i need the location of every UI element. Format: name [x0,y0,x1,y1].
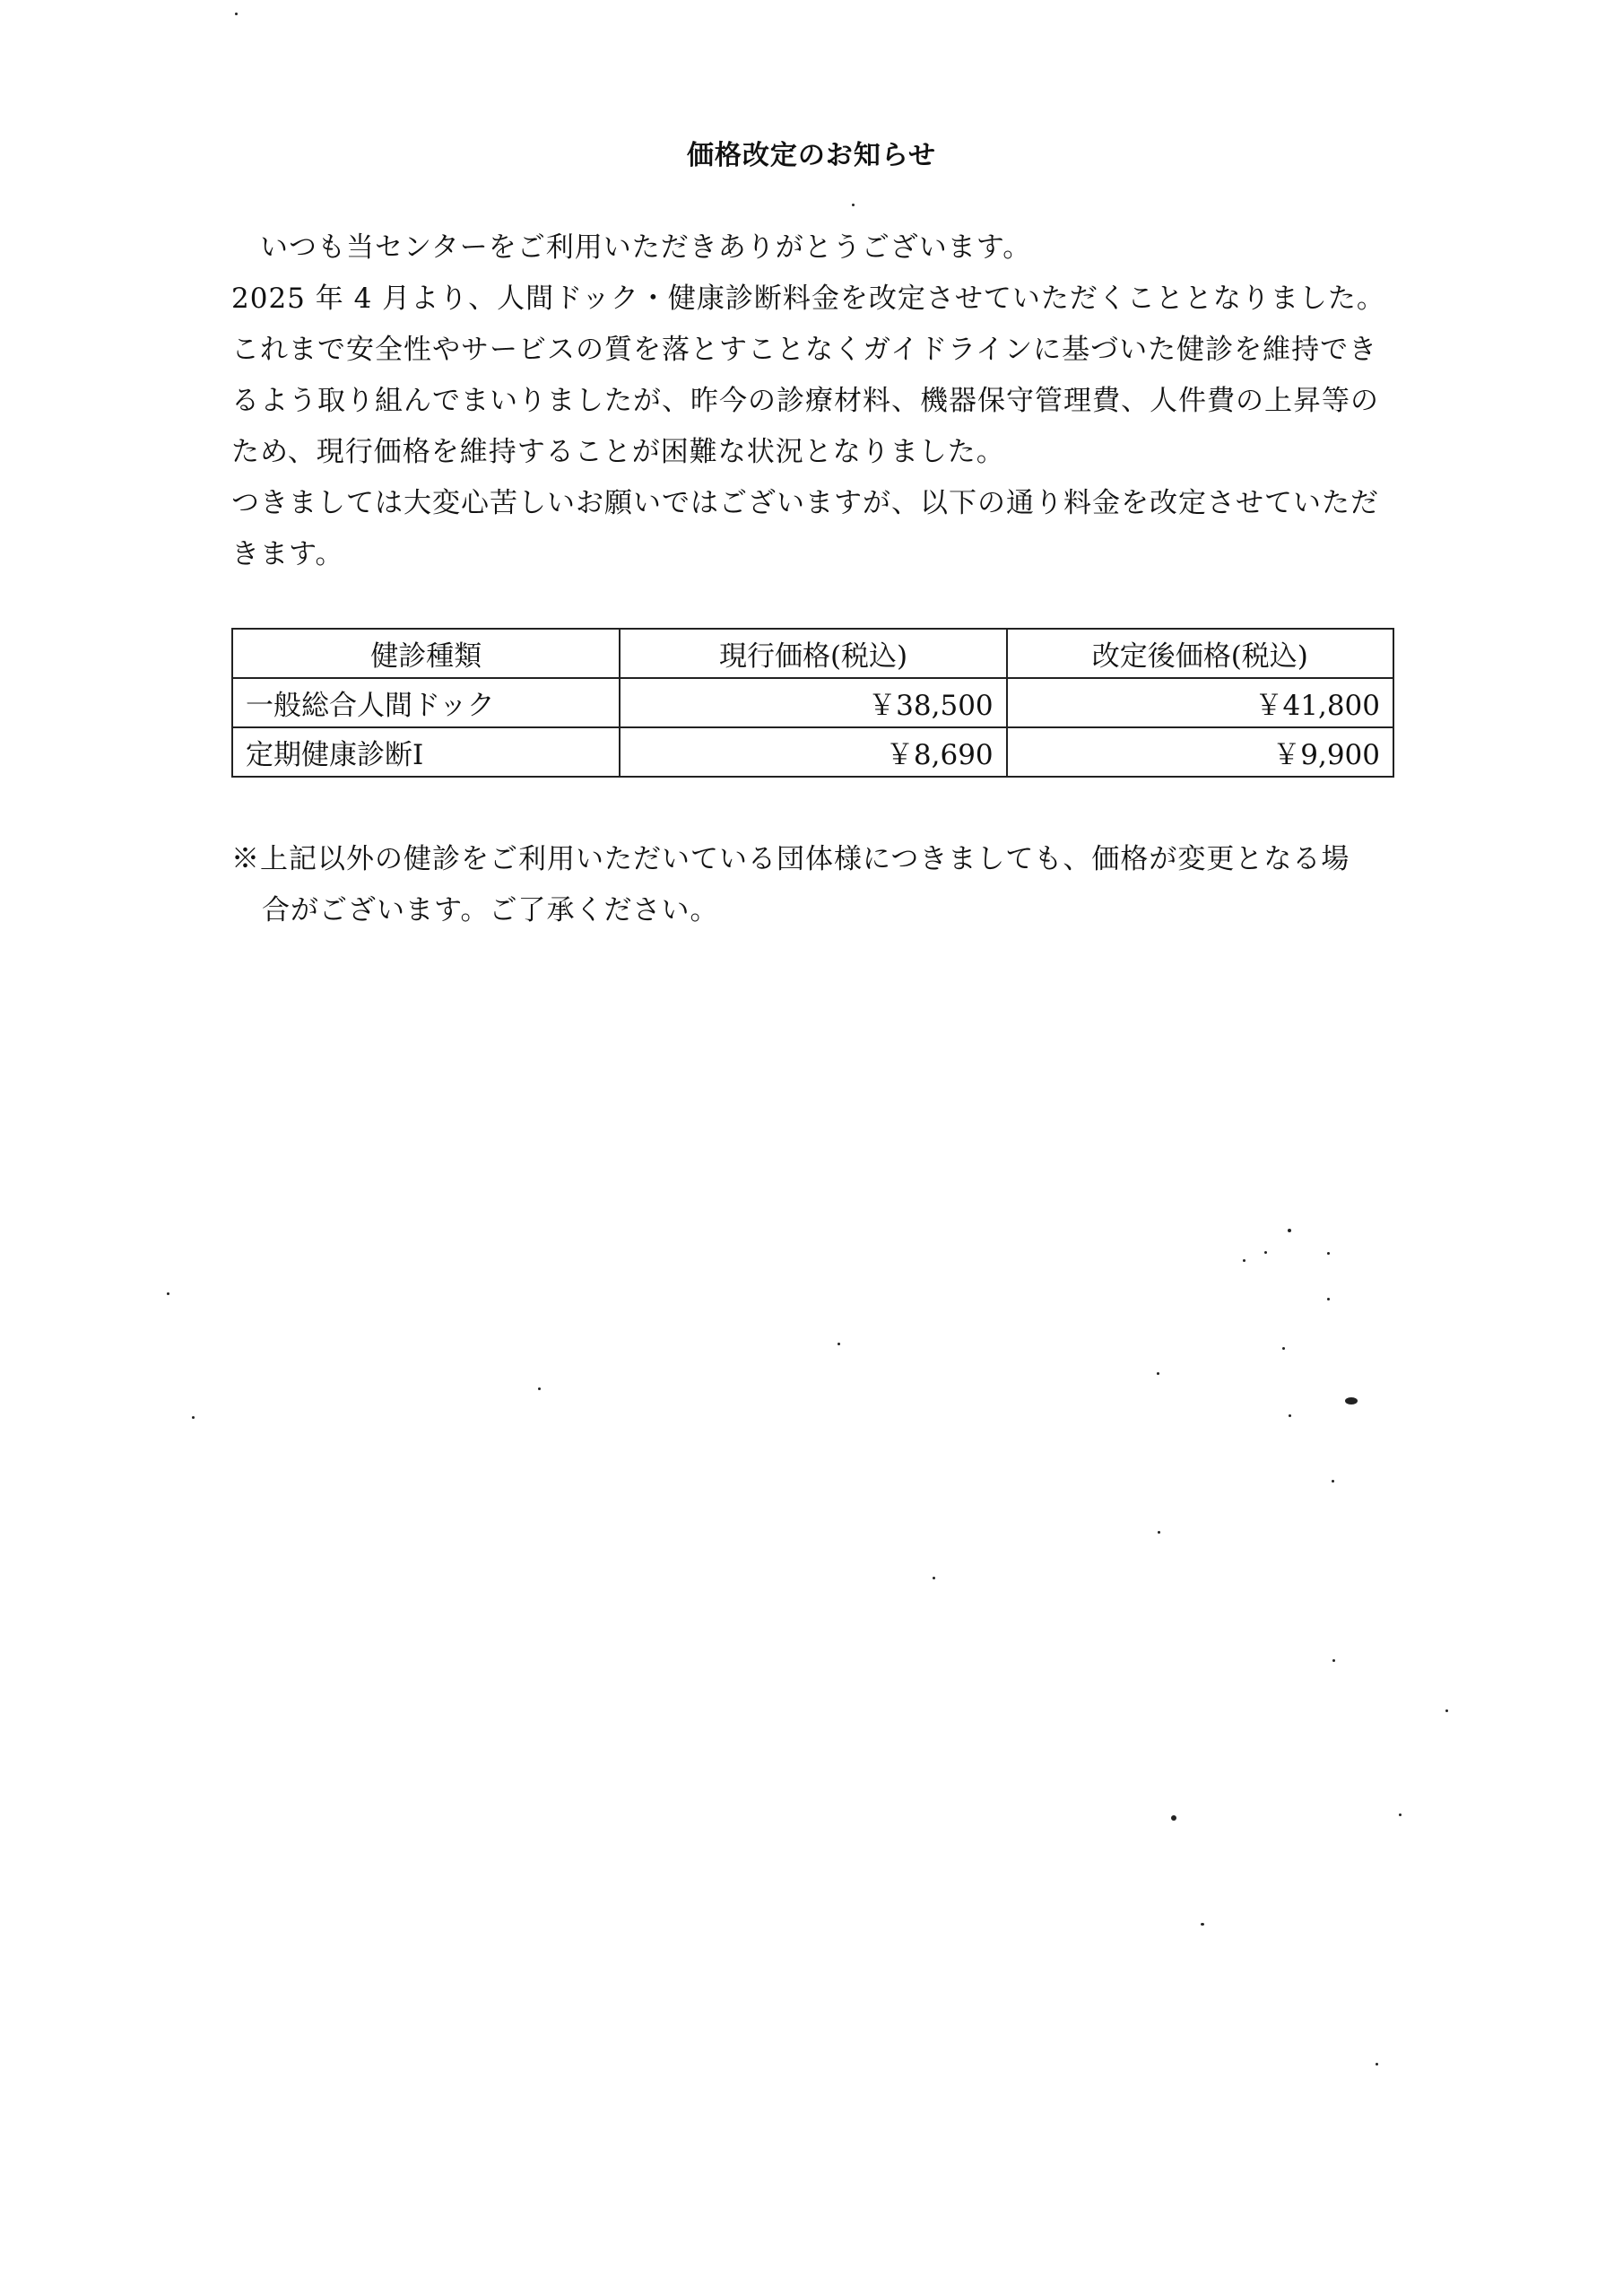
footnote-line: ※上記以外の健診をご利用いただいている団体様につきましても、価格が変更となる場 [231,843,1350,875]
scan-speck [852,204,855,206]
scan-speck [933,1577,935,1579]
paragraph-request: つきましては大変心苦しいお願いではございますが、以下の通り料金を改定させていただきます。 [231,487,1379,570]
column-header-revised-price: 改定後価格(税込) [1007,629,1393,678]
scan-speck [1171,1815,1176,1821]
table-cell-revised-price: ￥41,800 [1007,678,1393,727]
column-header-exam-type: 健診種類 [232,629,620,678]
footnote-line: 合がございます。ご了承ください。 [262,894,719,926]
scan-speck [1332,1659,1335,1662]
table-row [232,678,1393,727]
table-header-row [232,629,1393,678]
document-body [231,222,1397,580]
table-cell-current-price: ￥8,690 [620,727,1006,777]
scan-speck [1288,1229,1291,1232]
document-title: 価格改定のお知らせ [686,140,937,171]
scan-speck [1345,1397,1358,1405]
table-cell-current-price: ￥38,500 [620,678,1006,727]
scan-speck [1445,1709,1448,1712]
scan-speck [1327,1298,1330,1300]
paragraph-announcement: 2025 年 4 月より、人間ドック・健康診断料金を改定させていただくこととなりました。これまで安全性やサービスの質を落とすことなくガイドラインに基づいた健診を維持できるよう取り組んでまいりましたが、昨今の診療材料、機器保守管理費、人件費の上昇等のため、現行価格を維持することが困難な状況となりました。 [231,283,1385,468]
scan-speck [838,1343,840,1345]
paragraph-greeting: いつも当センターをご利用いただきありがとうございます。 [260,231,1032,264]
table-row [232,727,1393,777]
table-cell-revised-price: ￥9,900 [1007,727,1393,777]
scan-speck [1158,1531,1160,1534]
price-table [231,628,1394,778]
scan-speck [235,13,238,15]
scan-speck [167,1292,169,1295]
scan-speck [1201,1923,1204,1926]
scan-speck [192,1416,195,1419]
scan-speck [1282,1347,1285,1350]
footnote [231,834,1397,936]
scan-speck [1157,1372,1159,1375]
scan-speck [1243,1259,1245,1262]
column-header-current-price: 現行価格(税込) [620,629,1006,678]
scan-speck [1289,1414,1291,1417]
scan-speck [1332,1480,1334,1483]
scan-speck [538,1387,541,1390]
table-cell-exam-type: 定期健康診断Ⅰ [232,727,620,777]
scan-speck [1399,1813,1402,1816]
scan-speck [1376,2063,1378,2066]
scan-speck [1264,1251,1267,1254]
table-cell-exam-type: 一般総合人間ドック [232,678,620,727]
scan-speck [1327,1252,1330,1255]
